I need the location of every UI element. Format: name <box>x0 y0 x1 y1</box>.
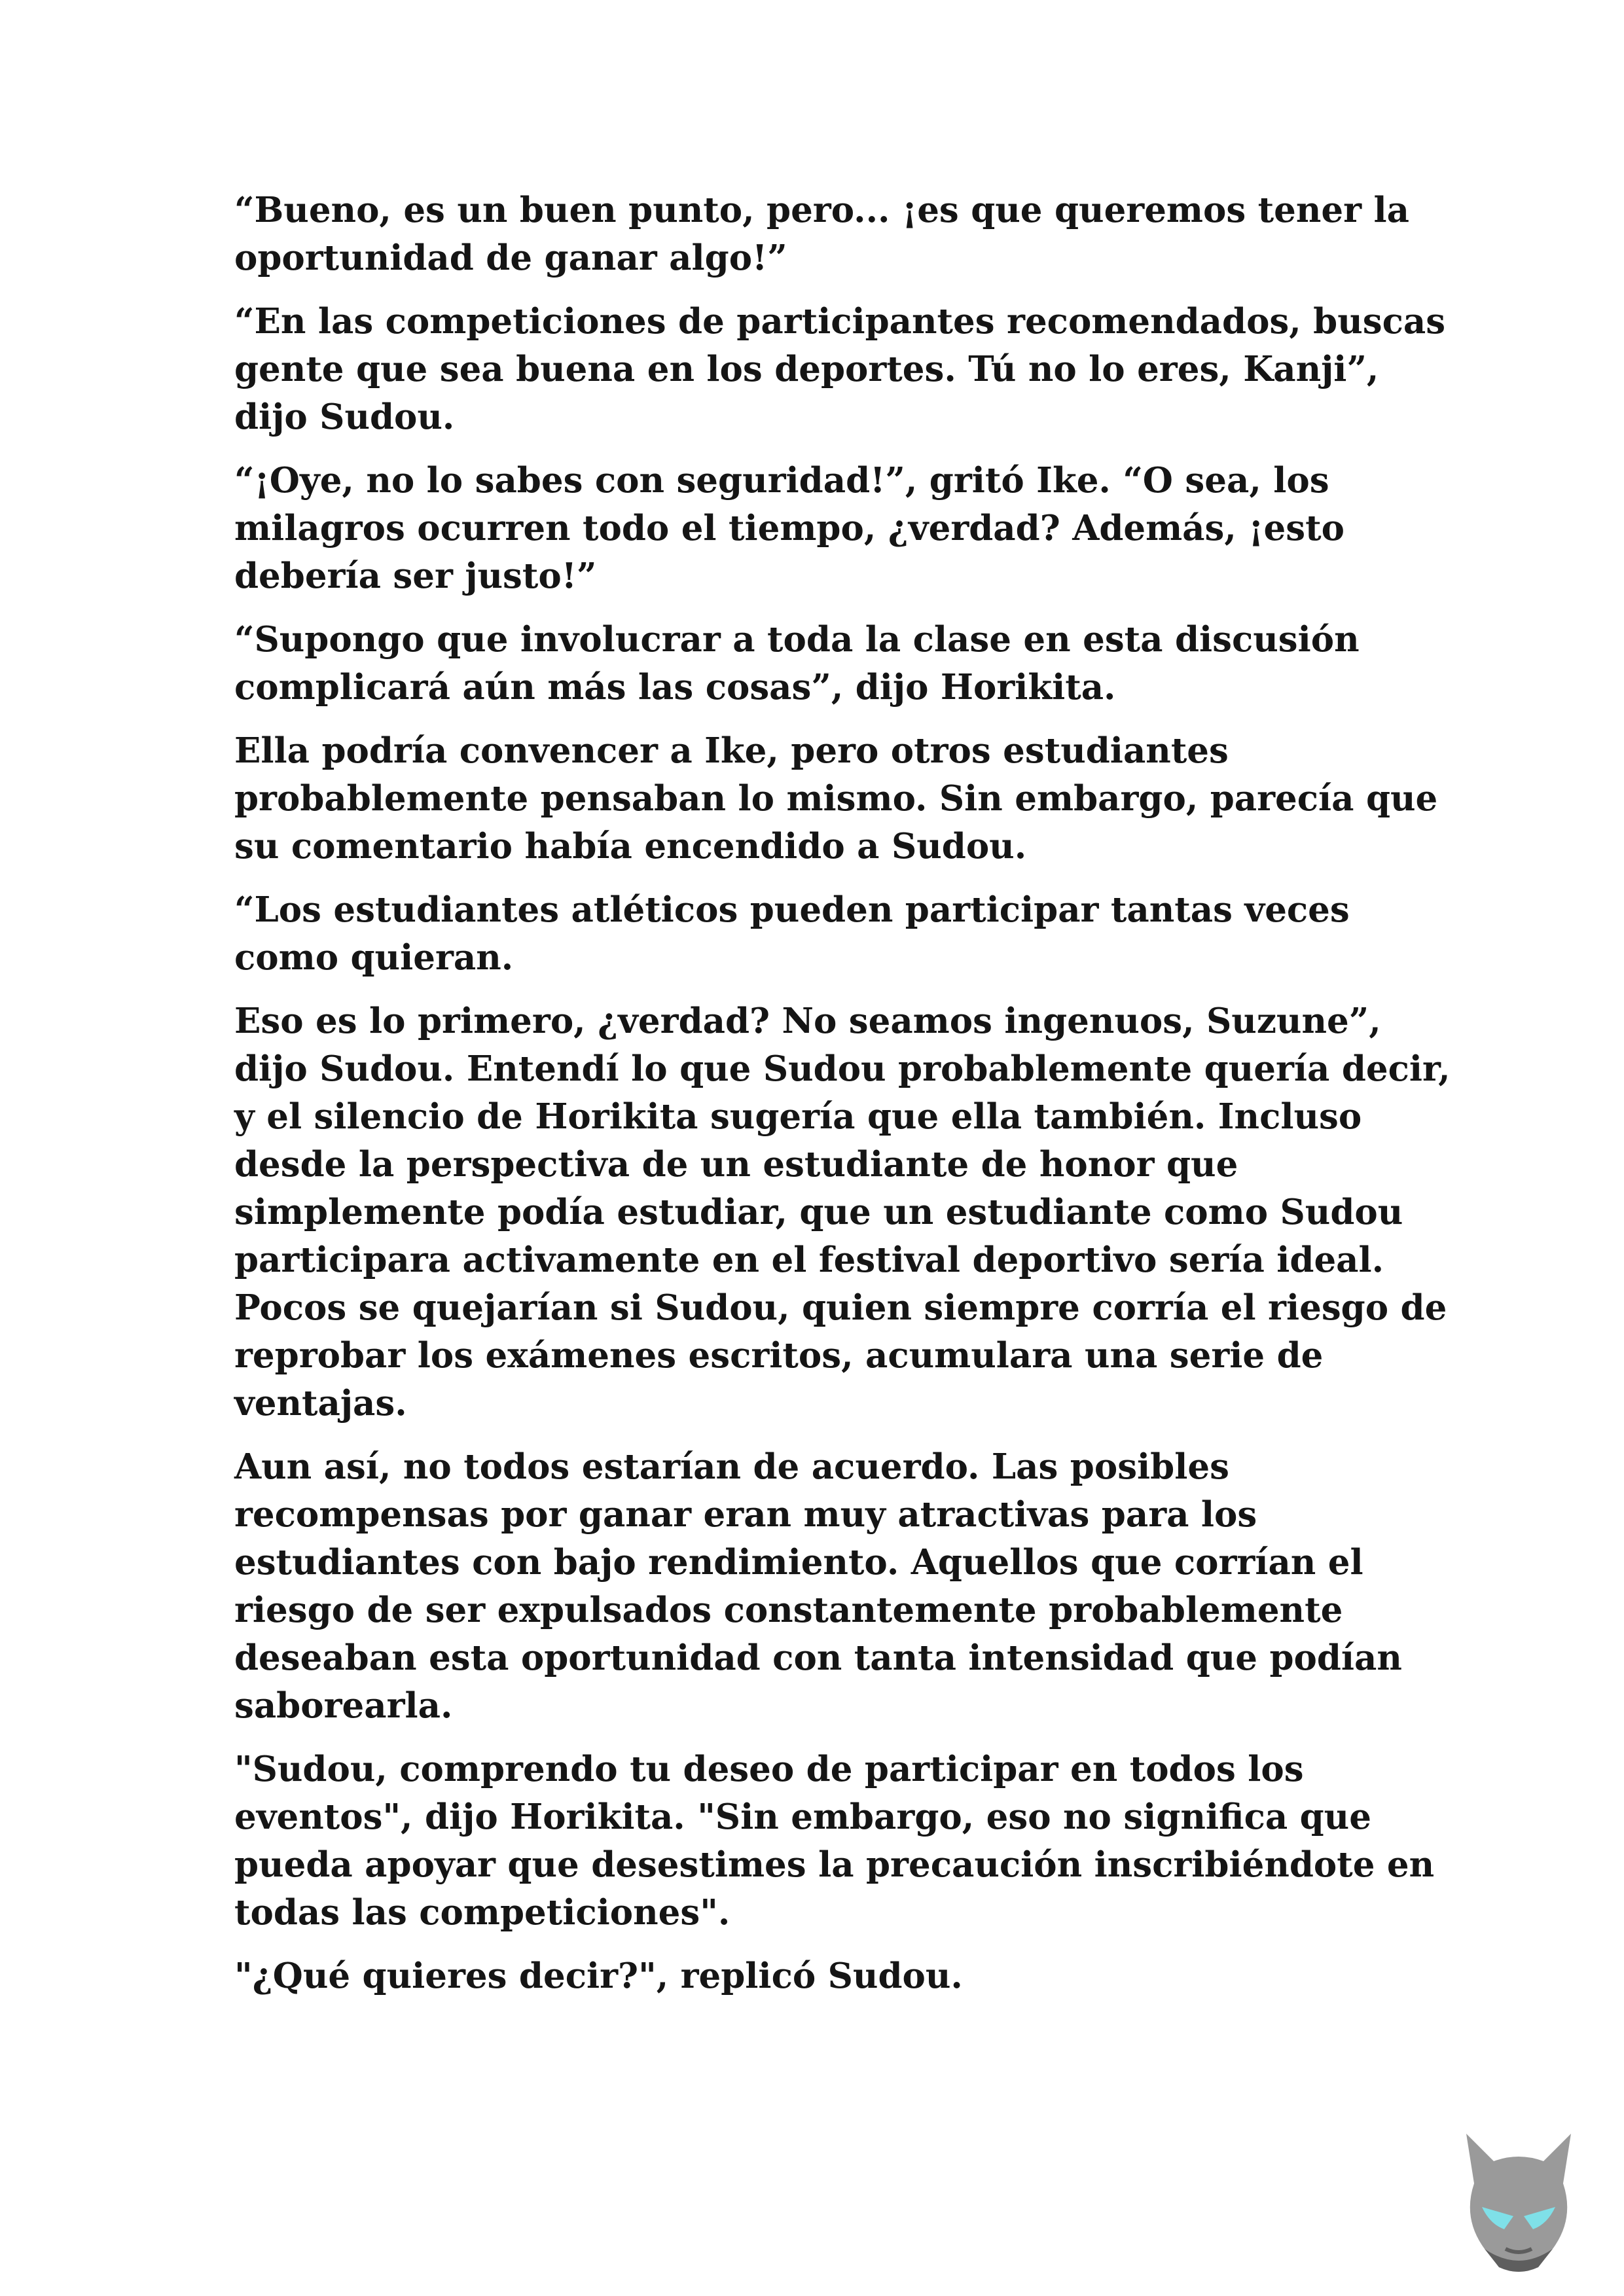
demon-head-icon <box>1440 2121 1597 2278</box>
paragraph-5: Ella podría convencer a Ike, pero otros estudiantes probablemente pensaban lo mismo. Sin embargo, parecía que su comentario había encendido a Sudou. <box>234 730 1438 867</box>
paragraph-3: “¡Oye, no lo sabes con seguridad!”, gritó Ike. “O sea, los milagros ocurren todo el tiempo, ¿verdad? Además, ¡esto debería ser justo!” <box>234 460 1344 596</box>
paragraph-7: Eso es lo primero, ¿verdad? No seamos ingenuos, Suzune”, dijo Sudou. Entendí lo que Sudou probablemente quería decir, y el silencio de Horikita sugería que ella también. Incluso desde la perspectiva de un estudiante de honor que simplemente podía estudiar, que un estudiante como Sudou participara activamente en el festival deportivo sería ideal. Pocos se quejarían si Sudou, quien siempre corría el riesgo de reprobar los exámenes escritos, acumulara una serie de ventajas. <box>234 1001 1451 1424</box>
paragraph-6: “Los estudiantes atléticos pueden participar tantas veces como quieran. <box>234 889 1350 978</box>
paragraph-2: “En las competiciones de participantes recomendados, buscas gente que sea buena en los deportes. Tú no lo eres, Kanji”, dijo Sudou. <box>234 301 1446 437</box>
body-text <box>234 187 1452 2016</box>
paragraph-10: "¿Qué quieres decir?", replicó Sudou. <box>234 1956 963 1996</box>
paragraph-4: “Supongo que involucrar a toda la clase en esta discusión complicará aún más las cosas”, dijo Horikita. <box>234 619 1360 708</box>
paragraph-1: “Bueno, es un buen punto, pero... ¡es que queremos tener la oportunidad de ganar algo!” <box>234 190 1409 278</box>
paragraph-8: Aun así, no todos estarían de acuerdo. Las posibles recompensas por ganar eran muy atractivas para los estudiantes con bajo rendimiento. Aquellos que corrían el riesgo de ser expulsados constantemente probablemente deseaban esta oportunidad con tanta intensidad que podían saborearla. <box>234 1446 1402 1726</box>
paragraph-9: "Sudou, comprendo tu deseo de participar en todos los eventos", dijo Horikita. "Sin embargo, eso no significa que pueda apoyar que desestimes la precaución inscribiéndote en todas las competiciones". <box>234 1749 1435 1933</box>
